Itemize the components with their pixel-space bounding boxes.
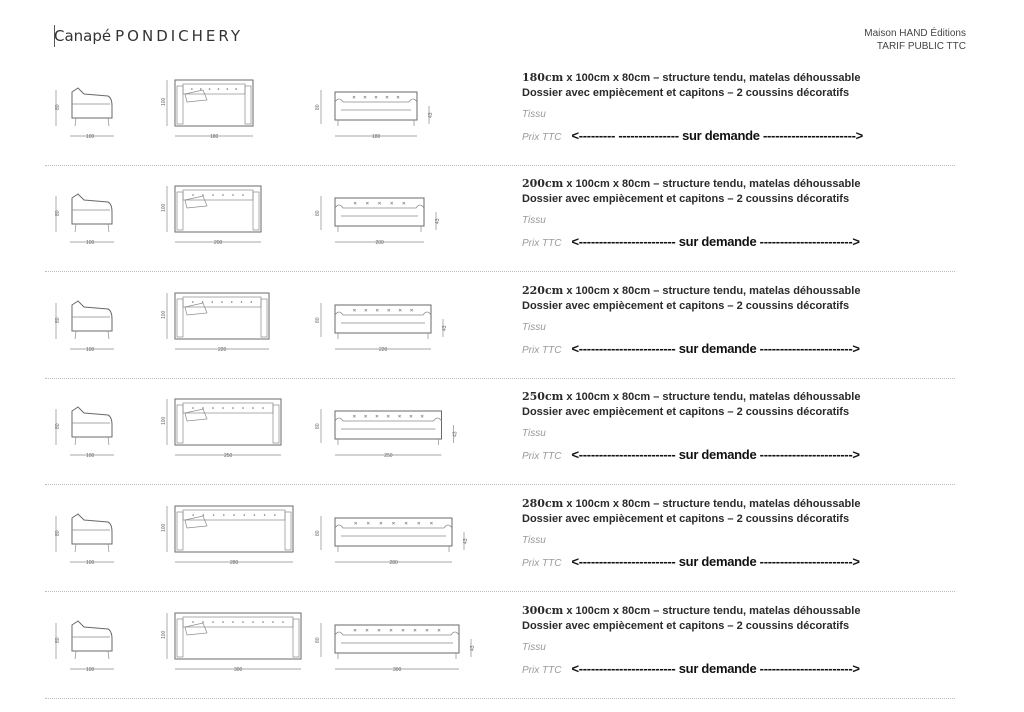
brand-name: Maison HAND Éditions — [864, 28, 966, 39]
spec-line-2: Dossier avec empiècement et capitons – 2 coussins décoratifs — [522, 87, 850, 99]
top-depth-label: 100 — [161, 523, 167, 532]
side-height-label: 80 — [55, 423, 61, 429]
side-height-label: 80 — [55, 317, 61, 323]
spec-line-1-rest: x 100cm x 80cm – structure tendu, matelas déhoussable — [563, 178, 861, 190]
title-prefix: Canapé — [54, 27, 112, 45]
spec-line-1-rest: x 100cm x 80cm – structure tendu, matelas déhoussable — [563, 498, 861, 510]
price-line — [522, 341, 962, 358]
front-width-label: 300 — [393, 667, 402, 673]
price-line — [522, 447, 962, 464]
spec-dimension: 200cm — [522, 177, 564, 190]
top-depth-label: 100 — [161, 310, 167, 319]
side-depth-label: 100 — [86, 134, 95, 140]
front-height-label: 80 — [315, 530, 321, 536]
price-value: <------------------------ sur demande -----------------------> — [571, 234, 860, 249]
tissu-label: Tissu — [522, 109, 546, 120]
product-row — [45, 486, 955, 592]
price-value: <------------------------ sur demande -----------------------> — [571, 661, 860, 676]
sofa-drawings — [45, 379, 505, 479]
front-seat-height-label: 43 — [470, 645, 476, 651]
sofa-drawings — [45, 593, 505, 693]
spec-line-1-rest: x 100cm x 80cm – structure tendu, matelas déhoussable — [563, 605, 861, 617]
top-depth-label: 100 — [161, 203, 167, 212]
front-view-drawing — [313, 285, 459, 365]
side-view-drawing — [50, 178, 120, 258]
top-view-drawing — [153, 283, 287, 363]
sofa-drawings — [45, 60, 505, 160]
tissu-label: Tissu — [522, 322, 546, 333]
header-brand-block — [864, 27, 966, 53]
product-row — [45, 379, 955, 485]
top-depth-label: 100 — [161, 630, 167, 639]
front-height-label: 80 — [315, 637, 321, 643]
side-height-label: 80 — [55, 104, 61, 110]
price-value: <------------------------ sur demande -----------------------> — [571, 554, 860, 569]
price-value: <------------------------ sur demande -----------------------> — [571, 447, 860, 462]
front-view-drawing — [313, 72, 445, 152]
top-depth-label: 100 — [161, 97, 167, 106]
price-line — [522, 128, 962, 145]
tissu-label: Tissu — [522, 428, 546, 439]
spec-block — [522, 283, 962, 358]
front-width-label: 220 — [379, 347, 388, 353]
price-line — [522, 661, 962, 678]
front-view-drawing — [313, 605, 487, 685]
side-view-drawing — [50, 498, 120, 578]
spec-line-2: Dossier avec empiècement et capitons – 2 coussins décoratifs — [522, 406, 850, 418]
spec-line-1 — [522, 176, 962, 192]
front-seat-height-label: 43 — [452, 431, 459, 437]
top-depth-label: 100 — [161, 416, 167, 425]
front-height-label: 80 — [315, 210, 321, 216]
front-width-label: 250 — [384, 453, 393, 459]
side-depth-label: 100 — [86, 240, 95, 246]
spec-line-1-rest: x 100cm x 80cm – structure tendu, matelas déhoussable — [563, 285, 861, 297]
side-height-label: 80 — [55, 637, 61, 643]
side-view-drawing — [50, 72, 120, 152]
price-label: Prix TTC — [522, 238, 562, 249]
top-view-drawing — [153, 603, 319, 683]
row-divider — [45, 484, 955, 485]
spec-block — [522, 603, 962, 678]
front-seat-height-label: 43 — [463, 538, 469, 544]
spec-line-1 — [522, 70, 962, 86]
side-view-drawing — [50, 391, 120, 471]
sofa-drawings — [45, 486, 505, 586]
front-view-drawing — [313, 178, 452, 258]
spec-line-1 — [522, 283, 962, 299]
price-line — [522, 234, 962, 251]
page-title — [54, 27, 243, 45]
price-label: Prix TTC — [522, 665, 562, 676]
front-view-drawing — [313, 498, 480, 578]
title-name: PONDICHERY — [115, 27, 244, 45]
front-width-label: 280 — [389, 560, 398, 566]
top-width-label: 200 — [214, 240, 223, 246]
top-width-label: 300 — [234, 667, 243, 673]
top-width-label: 250 — [224, 453, 233, 459]
spec-line-1-rest: x 100cm x 80cm – structure tendu, matelas déhoussable — [563, 391, 861, 403]
side-height-label: 80 — [55, 530, 61, 536]
top-view-drawing — [153, 389, 299, 469]
product-row — [45, 166, 955, 272]
side-depth-label: 100 — [86, 347, 95, 353]
spec-line-1 — [522, 496, 962, 512]
product-row — [45, 273, 955, 379]
top-width-label: 180 — [210, 134, 219, 140]
front-seat-height-label: 43 — [428, 112, 434, 118]
front-seat-height-label: 43 — [442, 325, 448, 331]
sofa-drawings — [45, 273, 505, 373]
front-width-label: 200 — [375, 240, 384, 246]
spec-line-1 — [522, 389, 962, 405]
front-height-label: 80 — [315, 317, 321, 323]
row-divider — [45, 698, 955, 699]
price-label: Prix TTC — [522, 451, 562, 462]
front-height-label: 80 — [315, 423, 321, 429]
price-line — [522, 554, 962, 571]
price-value: <------------------------ sur demande -----------------------> — [571, 341, 860, 356]
side-view-drawing — [50, 285, 120, 365]
spec-line-1-rest: x 100cm x 80cm – structure tendu, matelas déhoussable — [563, 72, 861, 84]
price-label: Prix TTC — [522, 345, 562, 356]
side-depth-label: 100 — [86, 667, 95, 673]
tissu-label: Tissu — [522, 535, 546, 546]
top-width-label: 220 — [218, 347, 227, 353]
top-width-label: 280 — [230, 560, 239, 566]
product-row — [45, 593, 955, 699]
side-depth-label: 100 — [86, 453, 95, 459]
spec-dimension: 250cm — [522, 390, 564, 403]
front-height-label: 80 — [315, 104, 321, 110]
side-depth-label: 100 — [86, 560, 95, 566]
spec-dimension: 180cm — [522, 71, 564, 84]
spec-dimension: 280cm — [522, 497, 564, 510]
spec-block — [522, 389, 962, 464]
spec-line-2: Dossier avec empiècement et capitons – 2 coussins décoratifs — [522, 193, 850, 205]
side-view-drawing — [50, 605, 120, 685]
spec-dimension: 220cm — [522, 284, 564, 297]
top-view-drawing — [153, 70, 271, 150]
spec-line-2: Dossier avec empiècement et capitons – 2 coussins décoratifs — [522, 300, 850, 312]
price-label: Prix TTC — [522, 132, 562, 143]
front-seat-height-label: 43 — [435, 218, 441, 224]
spec-block — [522, 70, 962, 145]
sofa-drawings — [45, 166, 505, 266]
spec-block — [522, 176, 962, 251]
spec-line-2: Dossier avec empiècement et capitons – 2 coussins décoratifs — [522, 620, 850, 632]
tariff-label: TARIF PUBLIC TTC — [876, 41, 966, 52]
side-height-label: 80 — [55, 210, 61, 216]
front-width-label: 180 — [372, 134, 381, 140]
front-view-drawing — [313, 391, 470, 471]
row-divider — [45, 271, 955, 272]
spec-line-2: Dossier avec empiècement et capitons – 2 coussins décoratifs — [522, 513, 850, 525]
tissu-label: Tissu — [522, 642, 546, 653]
spec-block — [522, 496, 962, 571]
price-label: Prix TTC — [522, 558, 562, 569]
row-divider — [45, 591, 955, 592]
spec-line-1 — [522, 603, 962, 619]
price-value: <--------- --------------- sur demande -----------------------> — [571, 128, 863, 143]
tissu-label: Tissu — [522, 215, 546, 226]
spec-dimension: 300cm — [522, 604, 564, 617]
product-row — [45, 60, 955, 166]
top-view-drawing — [153, 176, 279, 256]
top-view-drawing — [153, 496, 311, 576]
